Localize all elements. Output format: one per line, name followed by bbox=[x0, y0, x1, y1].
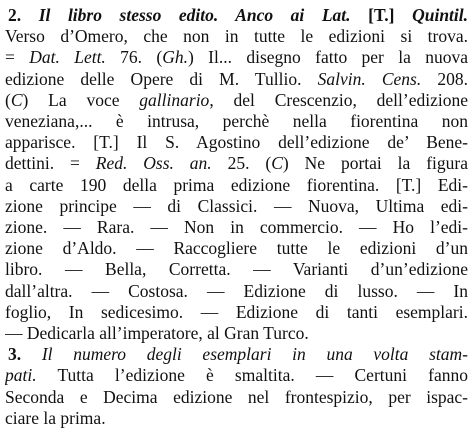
text-run: Tutta l’edizione è smaltita. — Certuni fanno bbox=[36, 365, 468, 386]
text-run: zione principe — di Classici. — Nuova, Ultima edi- bbox=[5, 195, 468, 216]
text-line bbox=[5, 406, 468, 430]
text-run: zione. — Rara. — Non in commercio. — Ho l’edi- bbox=[5, 217, 468, 237]
text-run: Gh. bbox=[162, 47, 188, 68]
text-run: ciare la prima. bbox=[5, 407, 106, 428]
text-run: veneziana,... è intrusa, perchè nella fiorentina non bbox=[5, 111, 468, 131]
text-run: pati. bbox=[5, 365, 37, 386]
text-run: Dat. Lett. bbox=[29, 47, 106, 68]
text-run: C bbox=[10, 89, 23, 110]
text-run: Quintil. bbox=[412, 5, 468, 25]
text-run: C bbox=[271, 153, 283, 174]
text-run: Seconda e Decima edizione nel frontespizio, per ispac- bbox=[5, 386, 468, 407]
text-run: = bbox=[5, 47, 30, 68]
text-run: Verso d’Omero, che non in tutte le edizioni si trova. bbox=[5, 26, 468, 47]
text-run: a carte 190 della prima edizione fiorentina. [T.] Edi- bbox=[5, 174, 468, 195]
text-run: dall’altra. — Costosa. — Edizione di lusso. — In bbox=[5, 280, 468, 301]
text-run: [T.] bbox=[350, 5, 413, 25]
text-run: 3. bbox=[8, 344, 42, 365]
text-run: Il libro stesso edito. Anco ai Lat. bbox=[38, 5, 351, 25]
text-run: foglio, In sedicesimo. — Edizione di tanti esemplari. bbox=[5, 301, 468, 322]
text-run: ) La voce bbox=[22, 89, 140, 110]
text-run: ( bbox=[5, 89, 11, 110]
text-run: 25. ( bbox=[211, 153, 272, 174]
text-run: Red. Oss. an. bbox=[95, 153, 212, 174]
text-run: zione d’Aldo. — Raccogliere tutte le edizioni d’un bbox=[5, 238, 468, 259]
text-run: Salvin. Cens. bbox=[317, 68, 422, 89]
text-run: 2. bbox=[8, 5, 39, 25]
text-run: 208. bbox=[421, 68, 468, 89]
text-run: dettini. = bbox=[5, 153, 96, 174]
text-run: gallinario bbox=[139, 89, 210, 110]
text-run: ) Ne portai la figura bbox=[282, 153, 468, 174]
text-run: 76. ( bbox=[105, 47, 163, 68]
text-run: Il numero degli esemplari in una volta stam- bbox=[41, 344, 468, 365]
text-run: ) Il... disegno fatto per la nuova bbox=[187, 47, 468, 68]
text-run: libro. — Bella, Corretta. — Varianti d’un’edizione bbox=[5, 259, 468, 280]
text-run: edizione delle Opere di M. Tullio. bbox=[5, 68, 318, 89]
text-run: , del Crescenzio, dell’edizione bbox=[209, 89, 468, 110]
text-run: — Dedicarla all’imperatore, al Gran Turco. bbox=[5, 323, 309, 343]
text-run: apparisce. [T.] Il S. Agostino dell’edizione de’ Bene- bbox=[5, 132, 468, 153]
